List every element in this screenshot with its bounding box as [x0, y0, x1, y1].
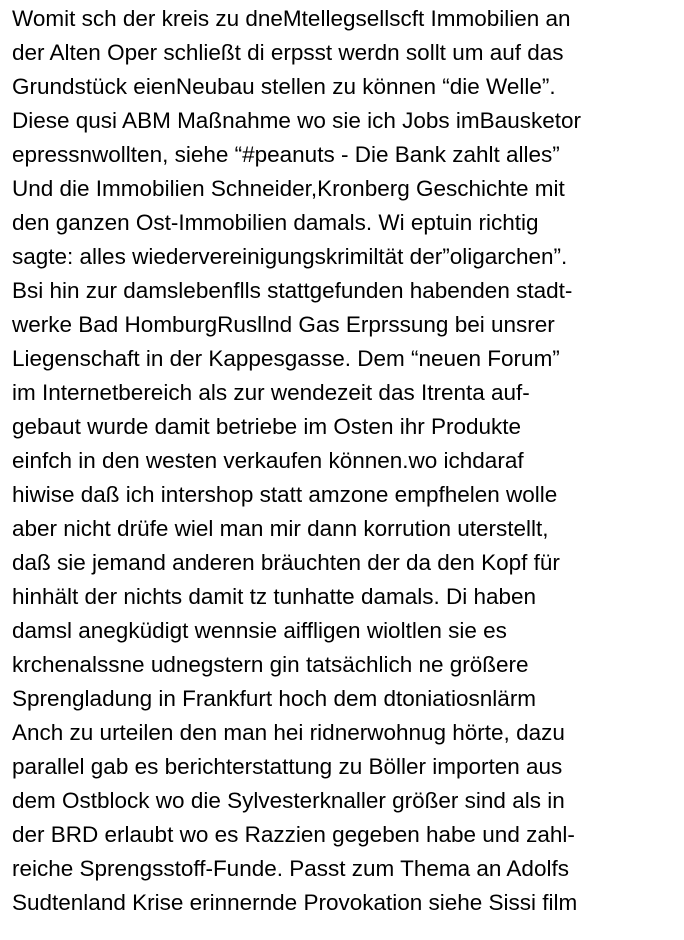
- text-line: der Alten Oper schließt di erpsst werdn sollt um auf das: [12, 40, 564, 65]
- text-line: aber nicht drüfe wiel man mir dann korrution uterstellt,: [12, 516, 549, 541]
- text-line: Sudtenland Krise erinnernde Provokation siehe Sissi film: [12, 890, 578, 915]
- text-line: der BRD erlaubt wo es Razzien gegeben habe und zahl-: [12, 822, 575, 847]
- text-line: Diese qusi ABM Maßnahme wo sie ich Jobs imBausketor: [12, 108, 581, 133]
- text-line: parallel gab es berichterstattung zu Böller importen aus: [12, 754, 563, 779]
- text-line: damsl anegküdigt wennsie aiffligen wioltlen sie es: [12, 618, 507, 643]
- text-line: den ganzen Ost-Immobilien damals. Wi eptuin richtig: [12, 210, 539, 235]
- text-line: reiche Sprengsstoff-Funde. Passt zum Thema an Adolfs: [12, 856, 569, 881]
- text-line: Anch zu urteilen den man hei ridnerwohnug hörte, dazu: [12, 720, 565, 745]
- text-line: gebaut wurde damit betriebe im Osten ihr Produkte: [12, 414, 522, 439]
- text-line: epressnwollten, siehe “#peanuts - Die Bank zahlt alles”: [12, 142, 560, 167]
- body-text: [12, 2, 680, 920]
- text-line: werke Bad HomburgRusllnd Gas Erprssung bei unsrer: [12, 312, 555, 337]
- text-line: Und die Immobilien Schneider,Kronberg Geschichte mit: [12, 176, 565, 201]
- text-line: einfch in den westen verkaufen können.wo ichdaraf: [12, 448, 524, 473]
- text-line: Grundstück eienNeubau stellen zu können “die Welle”.: [12, 74, 556, 99]
- text-line: hinhält der nichts damit tz tunhatte damals. Di haben: [12, 584, 537, 609]
- text-line: Sprengladung in Frankfurt hoch dem dtoniatiosnlärm: [12, 686, 537, 711]
- text-line: im Internetbereich als zur wendezeit das Itrenta auf-: [12, 380, 530, 405]
- text-line: krchenalssne udnegstern gin tatsächlich ne größere: [12, 652, 529, 677]
- text-line: hiwise daß ich intershop statt amzone empfhelen wolle: [12, 482, 558, 507]
- text-line: Womit sch der kreis zu dneMtellegsellscft Immobilien an: [12, 6, 571, 31]
- text-line: Bsi hin zur damslebenflls stattgefunden habenden stadt-: [12, 278, 573, 303]
- text-line: daß sie jemand anderen bräuchten der da den Kopf für: [12, 550, 560, 575]
- text-line: Liegenschaft in der Kappesgasse. Dem “neuen Forum”: [12, 346, 560, 371]
- text-line: dem Ostblock wo die Sylvesterknaller größer sind als in: [12, 788, 565, 813]
- text-line: sagte: alles wiedervereinigungskrimiltät der”oligarchen”.: [12, 244, 568, 269]
